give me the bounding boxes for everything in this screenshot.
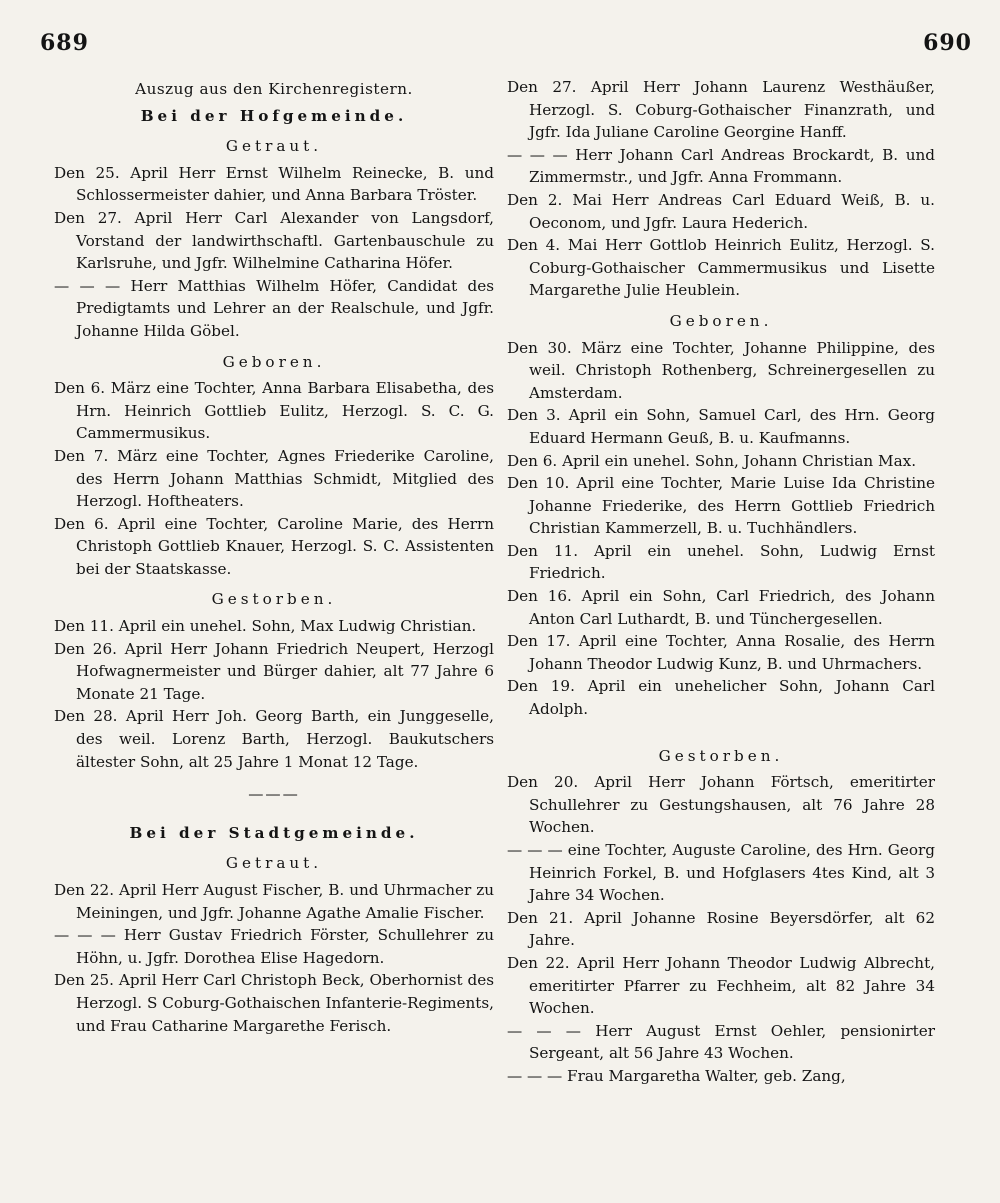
subheading-geboren: Geboren. <box>222 352 326 371</box>
register-entry: Den 30. März eine Tochter, Johanne Philippine, des weil. Christoph Rothenberg, Schreinergesellen zu Amsterdam. <box>507 338 935 402</box>
document-title: Auszug aus den Kirchenregistern. <box>135 80 413 98</box>
register-entry: Den 6. April ein unehel. Sohn, Johann Christian Max. <box>507 451 917 470</box>
section-divider: ——— <box>248 785 300 804</box>
subheading-gestorben: Gestorben. <box>658 746 784 765</box>
register-entry: Den 25. April Herr Carl Christoph Beck, Oberhornist des Herzogl. S Coburg-Gothaischen Infanterie-Regiments, und Frau Catharine Margarethe Ferisch. <box>54 971 494 1035</box>
right-column <box>507 76 935 1088</box>
page-number-right: 690 <box>923 30 972 56</box>
register-entry: Den 4. Mai Herr Gottlob Heinrich Eulitz, Herzogl. S. Coburg-Gothaischer Cammermusikus und Lisette Margarethe Julie Heublein. <box>507 236 935 300</box>
section-heading-stadtgemeinde: Bei der Stadtgemeinde. <box>129 823 419 842</box>
register-entry: Den 25. April Herr Ernst Wilhelm Reinecke, B. und Schlossermeister dahier, und Anna Barbara Tröster. <box>54 163 494 205</box>
register-entry: Den 27. April Herr Johann Laurenz Westhäußer, Herzogl. S. Coburg-Gothaischer Finanzrath, und Jgfr. Ida Juliane Caroline Georgine Hanff. <box>507 78 935 142</box>
register-entry: Den 28. April Herr Joh. Georg Barth, ein Junggeselle, des weil. Lorenz Barth, Herzogl. Baukutschers ältester Sohn, alt 25 Jahre 1 Monat 12 Tage. <box>54 707 494 771</box>
subheading-getraut: Getraut. <box>225 854 323 873</box>
register-entry: — — — Herr Matthias Wilhelm Höfer, Candidat des Predigtamts und Lehrer an der Realschule, und Jgfr. Johanne Hilda Göbel. <box>54 276 494 340</box>
register-entry: Den 17. April eine Tochter, Anna Rosalie, des Herrn Johann Theodor Ludwig Kunz, B. und Uhrmachers. <box>507 632 935 673</box>
register-entry: Den 7. März eine Tochter, Agnes Friederike Caroline, des Herrn Johann Matthias Schmidt, Mitglied des Herzogl. Hoftheaters. <box>54 446 494 511</box>
register-entry: — — — Herr Johann Carl Andreas Brockardt, B. und Zimmermstr., und Jgfr. Anna Frommann. <box>507 145 935 187</box>
register-entry: — — — Frau Margaretha Walter, geb. Zang, <box>507 1066 846 1085</box>
register-entry: — — — Herr August Ernst Oehler, pensionirter Sergeant, alt 56 Jahre 43 Wochen. <box>507 1021 935 1063</box>
spacer <box>507 721 935 737</box>
left-column <box>54 76 494 1037</box>
page-number-left: 689 <box>40 30 89 56</box>
register-entry: Den 22. April Herr August Fischer, B. und Uhrmacher zu Meiningen, und Jgfr. Johanne Agathe Amalie Fischer. <box>54 881 494 922</box>
register-entry: Den 10. April eine Tochter, Marie Luise Ida Christine Johanne Friederike, des Herrn Gottlieb Friedrich Christian Kammerzell, B. u. Tuchhändlers. <box>507 474 935 538</box>
subheading-getraut: Getraut. <box>225 137 323 156</box>
register-entry: Den 26. April Herr Johann Friedrich Neupert, Herzogl Hofwagnermeister und Bürger dahier, alt 77 Jahre 6 Monate 21 Tage. <box>54 639 494 703</box>
register-entry: Den 11. April ein unehel. Sohn, Ludwig Ernst Friedrich. <box>507 541 935 583</box>
register-entry: Den 16. April ein Sohn, Carl Friedrich, des Johann Anton Carl Luthardt, B. und Tünchergesellen. <box>507 587 935 628</box>
register-entry: Den 2. Mai Herr Andreas Carl Eduard Weiß, B. u. Oeconom, und Jgfr. Laura Hederich. <box>507 190 935 232</box>
register-entry: — — — eine Tochter, Auguste Caroline, des Hrn. Georg Heinrich Forkel, B. und Hofglasers 4tes Kind, alt 3 Jahre 34 Wochen. <box>507 841 935 905</box>
register-entry: Den 20. April Herr Johann Förtsch, emeritirter Schullehrer zu Gestungshausen, alt 76 Jahre 28 Wochen. <box>507 773 935 837</box>
register-entry: Den 11. April ein unehel. Sohn, Max Ludwig Christian. <box>54 617 477 636</box>
register-entry: Den 27. April Herr Carl Alexander von Langsdorf, Vorstand der landwirthschaftl. Gartenbauschule zu Karlsruhe, und Jgfr. Wilhelmine Catharina Höfer. <box>54 208 494 273</box>
register-entry: Den 19. April ein unehelicher Sohn, Johann Carl Adolph. <box>507 677 935 719</box>
subheading-geboren: Geboren. <box>669 311 773 330</box>
register-entry: — — — Herr Gustav Friedrich Förster, Schullehrer zu Höhn, u. Jgfr. Dorothea Elise Hagedorn. <box>54 926 494 967</box>
register-entry: Den 6. April eine Tochter, Caroline Marie, des Herrn Christoph Gottlieb Knauer, Herzogl. S. C. Assistenten bei der Staatskasse. <box>54 514 494 578</box>
register-entry: Den 22. April Herr Johann Theodor Ludwig Albrecht, emeritirter Pfarrer zu Fechheim, alt 82 Jahre 34 Wochen. <box>507 953 935 1018</box>
register-entry: Den 6. März eine Tochter, Anna Barbara Elisabetha, des Hrn. Heinrich Gottlieb Eulitz, Herzogl. S. C. G. Cammermusikus. <box>54 379 494 443</box>
register-entry: Den 3. April ein Sohn, Samuel Carl, des Hrn. Georg Eduard Hermann Geuß, B. u. Kaufmanns. <box>507 406 935 447</box>
section-heading-hofgemeinde: Bei der Hofgemeinde. <box>140 106 408 125</box>
register-entry: Den 21. April Johanne Rosine Beyersdörfer, alt 62 Jahre. <box>507 908 935 950</box>
subheading-gestorben: Gestorben. <box>211 590 337 609</box>
